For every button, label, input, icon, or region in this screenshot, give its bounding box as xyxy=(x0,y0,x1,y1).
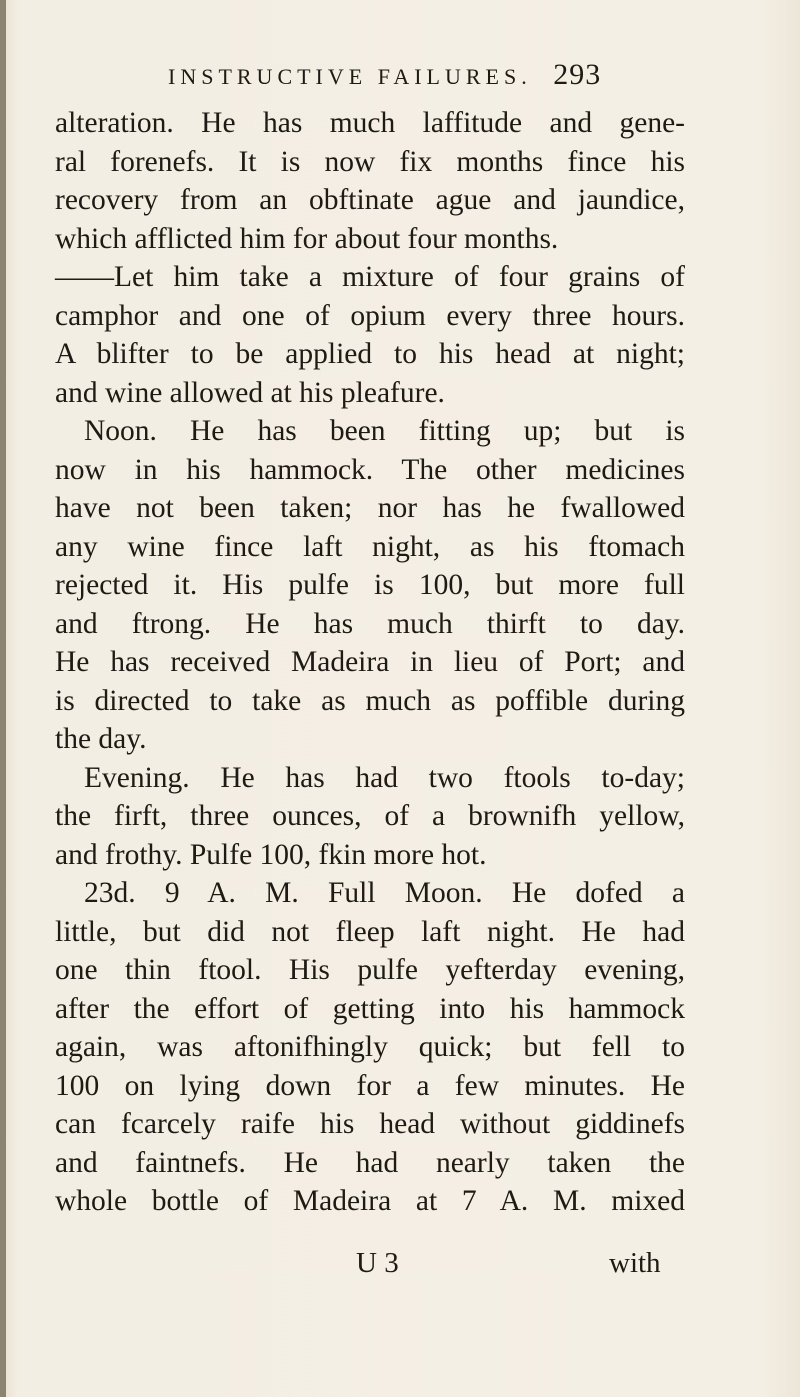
text-line: Noon. He has been fitting up; but is xyxy=(84,415,685,447)
text-line: 23d. 9 A. M. Full Moon. He dofed a xyxy=(84,877,685,909)
page-header xyxy=(168,58,668,92)
text-line: after the effort of getting into his hammock xyxy=(55,992,685,1025)
body-text xyxy=(55,104,685,1221)
text-line: again, was aftonifhingly quick; but fell to xyxy=(55,1031,685,1063)
catchword: with xyxy=(609,1247,661,1279)
text-line: 100 on lying down for a few minutes. He xyxy=(55,1069,685,1102)
text-line: the day. xyxy=(55,723,147,755)
text-line: the firft, three ounces, of a brownifh yellow, xyxy=(55,800,685,832)
text-line: rejected it. His pulfe is 100, but more full xyxy=(55,569,685,601)
text-line: and wine allowed at his pleafure. xyxy=(55,376,445,409)
text-line: Evening. He has had two ftools to-day; xyxy=(84,761,685,794)
text-line: is directed to take as much as poffible during xyxy=(55,684,685,717)
text-line: and frothy. Pulfe 100, fkin more hot. xyxy=(55,838,487,871)
text-line: A blifter to be applied to his head at night; xyxy=(55,338,685,370)
text-line: and faintnefs. He had nearly taken the xyxy=(55,1146,685,1179)
text-line: now in his hammock. The other medicines xyxy=(55,453,685,486)
text-line: can fcarcely raife his head without giddinefs xyxy=(55,1108,685,1140)
text-line: and ftrong. He has much thirft to day. xyxy=(55,607,685,640)
text-line: have not been taken; nor has he fwallowed xyxy=(55,492,685,524)
page-number: 293 xyxy=(553,58,602,91)
text-line: little, but did not fleep laft night. He had xyxy=(55,915,685,948)
text-line: whole bottle of Madeira at 7 A. M. mixed xyxy=(55,1185,685,1217)
text-line: ral forenefs. It is now fix months fince his xyxy=(55,145,685,178)
running-head: INSTRUCTIVE FAILURES. xyxy=(168,64,532,89)
signature-mark: U 3 xyxy=(356,1247,399,1279)
text-line: ——Let him take a mixture of four grains of xyxy=(55,261,685,293)
text-line: recovery from an obftinate ague and jaundice, xyxy=(55,184,685,216)
text-line: He has received Madeira in lieu of Port; and xyxy=(55,646,685,678)
page-binding-edge xyxy=(0,0,6,1397)
page-footer xyxy=(0,1247,800,1287)
text-line: camphor and one of opium every three hours. xyxy=(55,299,685,332)
text-line: one thin ftool. His pulfe yefterday evening, xyxy=(55,954,685,986)
text-line: alteration. He has much laffitude and gene- xyxy=(55,107,685,139)
text-line: any wine fince laft night, as his ftomach xyxy=(55,530,685,563)
text-line: which afflicted him for about four months. xyxy=(55,222,559,255)
